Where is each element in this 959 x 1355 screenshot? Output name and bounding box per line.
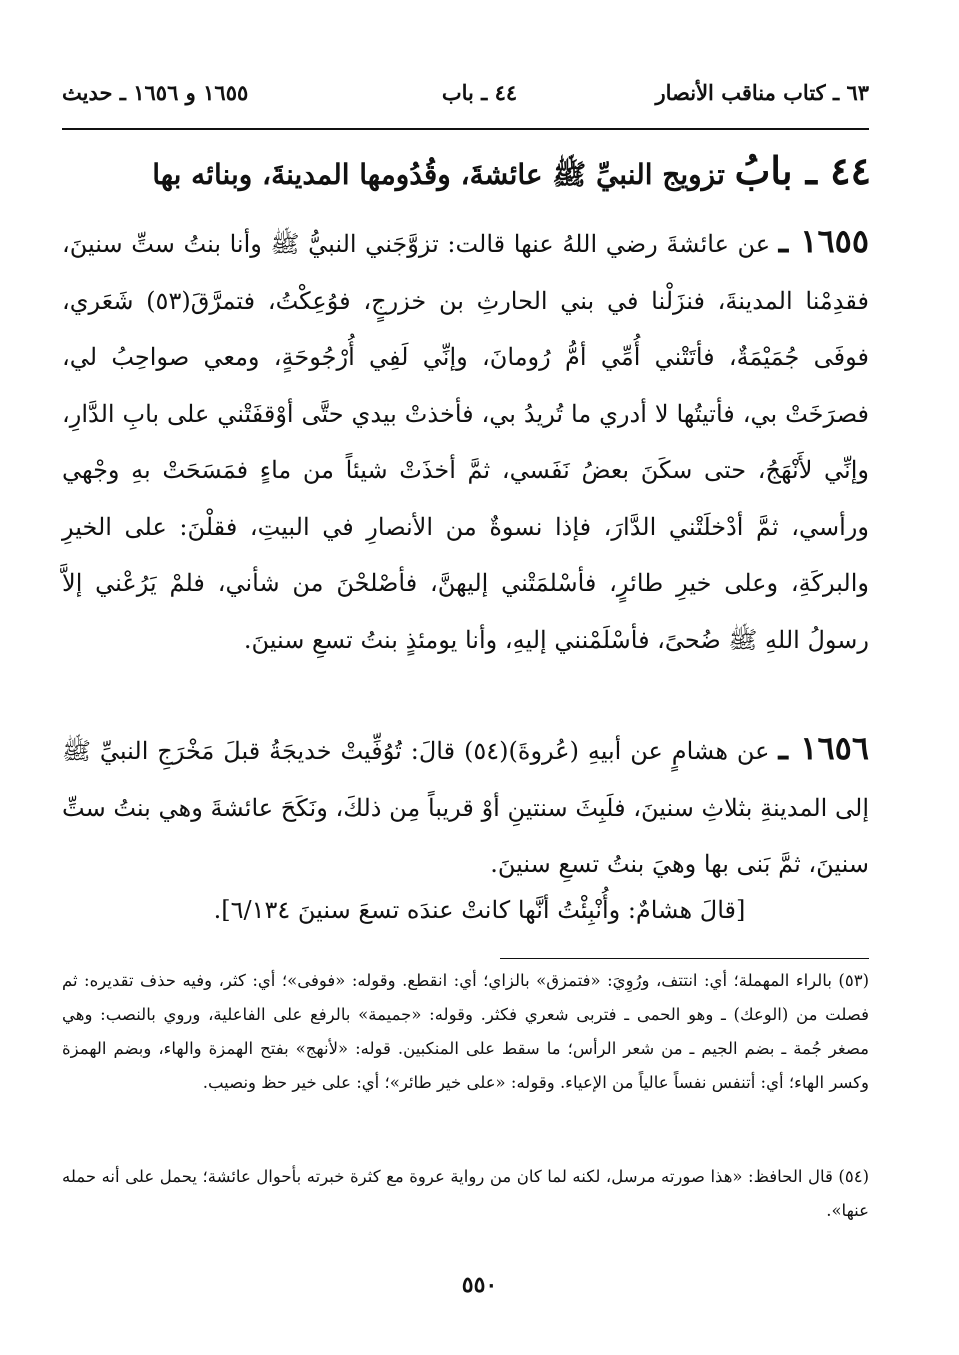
footnote-divider <box>500 958 869 959</box>
hadith-text: عن عائشةَ رضي اللهُ عنها قالت: تزوَّجَني النبيُّ ﷺ وأنا بنتُ ستِّ سنينَ، فقدِمْنا المدينةَ، فنزَلْنا في بني الحارثِ بن خزرجٍ، فوُعِكْتُ، فتمرَّقَ(٥٣) شَعَري، فوفَى جُمَيْمَةٌ، فأتَتْني أُمِّي أمُّ رُومانَ، وإنِّي لَفِي أُرْجُوحَةٍ، ومعي صواحِبُ لي، فصرَخَتْ بي، فأتيتُها لا أدري ما تُريدُ بي، فأخذتْ بيدي حتَّى أوْقفَتْني على بابِ الدَّارِ، وإنِّي لأَنْهَجُ، حتى سكَنَ بعضُ نَفَسي، ثمَّ أخذَتْ شيئاً من ماءٍ فمَسَحَتْ بهِ وجْهي ورأسي، ثمَّ أدْخلَتْني الدَّارَ، فإذا نسوةٌ من الأنصارِ في البيتِ، فقلْنَ: على الخيرِ والبركَةِ، وعلى خيرِ طائرٍ، فأسْلمَتْني إليهنَّ، فأصْلحْنَ من شأني، فلمْ يَرُعْني إلاَّ رسولُ اللهِ ﷺ ضُحىً، فأسْلَمْنني إليهِ، وأنا يومئذٍ بنتُ تسعِ سنينَ. <box>62 230 869 654</box>
hadith-text: عن هشامٍ عن أبيهِ (عُروةَ)(٥٤) قالَ: تُوُفِّيتْ خديجَةُ قبلَ مَخْرَجِ النبيِّ ﷺ إلى المدينةِ بثلاثِ سنينَ، فلَبِثَ سنتينِ أوْ قريباً مِن ذلكَ، ونَكَحَ عائشةَ وهي بنتُ ستِّ سنينَ، ثمَّ بَنى بها وهيَ بنتُ تسعِ سنينَ. <box>62 737 869 878</box>
hadith-1656 <box>62 720 869 893</box>
hisham-quote: [قالَ هشامٌ: وأُنْبِئْتُ أنَّها كانتْ عندَه تسعَ سنينَ ٦/١٣٤]. <box>213 896 746 924</box>
hadith-number: ١٦٥٦ ـ <box>778 729 869 767</box>
hadith-number: ١٦٥٥ ـ <box>778 222 870 260</box>
page-number: ٥٥٠ <box>461 1272 498 1298</box>
footnote-53: (٥٣) بالراء المهملة؛ أي: انتتف، ورُوِيَ: «فتمزق» بالزاي؛ أي: انقطع. وقوله: «فوفى»؛ أي: كثر، وفيه حذف تقديره: ثم فصلت من (الوعك) ـ وهو الحمى ـ فتربى شعري فكثر. وقوله: «جميمة» بالرفع على الفاعلية، وروي بالنصب: وهي مصغر جُمة ـ بضم الجيم ـ من شعر الرأس؛ ما سقط على المنكبين. قوله: «لأنهج» بفتح الهمزة والهاء، وبضم الهمزة وكسر الهاء؛ أي: أتنفس نفساً عالياً من الإعياء. وقوله: «على خير طائر»؛ أي: على خير حظ ونصيب. <box>62 971 869 1092</box>
hadith-1655 <box>62 213 869 668</box>
chapter-number: ٤٤ ـ بابُ <box>734 148 871 193</box>
running-header-hadith-range: ١٦٥٥ و ١٦٥٦ ـ حديث <box>62 80 249 105</box>
chapter-title: تزويج النبيِّ ﷺ عائشةَ، وقُدُومها المدينةَ، وبنائه بها <box>152 158 725 191</box>
chapter-heading <box>50 148 871 198</box>
footnote-54: (٥٤) قال الحافظ: «هذا صورته مرسل، لكنه لما كان من رواية عروة مع كثرة خبرته بأحوال عائشة؛ يحمل على أنه حمله عنها». <box>62 1167 869 1220</box>
running-header-chapter: ٦٣ ـ كتاب مناقب الأنصار <box>655 80 869 105</box>
header-divider <box>62 128 869 130</box>
running-header-section: ٤٤ ـ باب <box>441 80 518 105</box>
